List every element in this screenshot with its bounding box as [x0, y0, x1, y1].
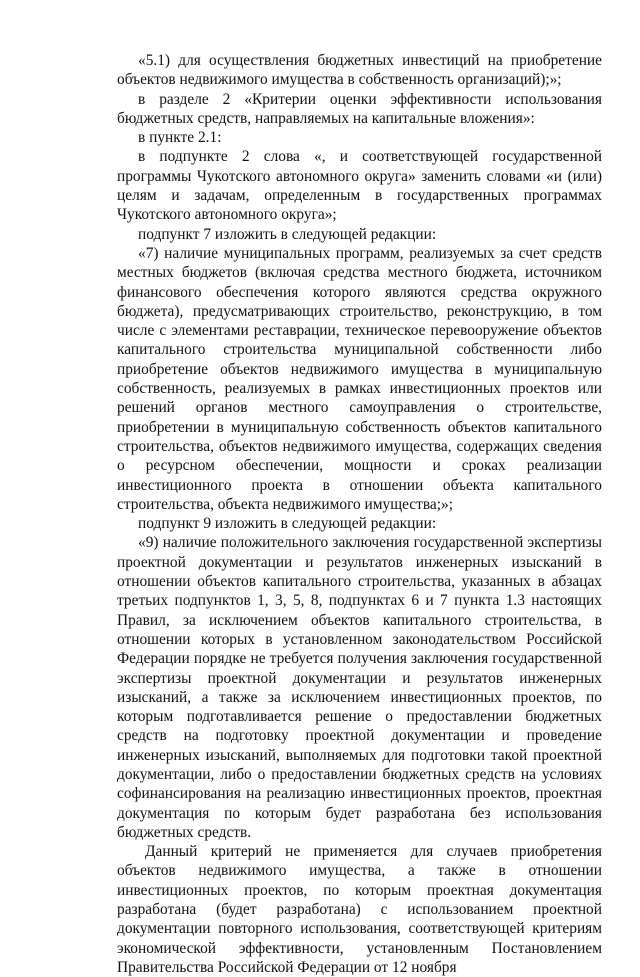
paragraph-subpoint-7-intro: подпункт 7 изложить в следующей редакции: — [138, 225, 437, 243]
paragraph-subpoint-9-intro: подпункт 9 изложить в следующей редакции: — [138, 515, 437, 533]
paragraph-criterion-note: Данный критерий не применяется для случаев приобретения объектов недвижимого имущества, а также в отношении инвестиционных проектов, по которым проектная документация разработана (будет разработана) с использованием проектной документации повторного использования, соответствующей критериям экономической эффективности, установленным Постановлением Правительства Российской Федерации от 12 ноября — [117, 843, 602, 976]
paragraph-point-2-1: в пункте 2.1: — [138, 129, 222, 147]
paragraph-subpoint-7: «7) наличие муниципальных программ, реализуемых за счет средств местных бюджетов (включая средства местного бюджета, источником финансового обеспечения которого являются средства окружного бюджета), предусматривающих строительство, реконструкцию, в том числе с элементами реставрации, техническое перевооружение объектов капитального строительства муниципальной собственности либо приобретение объектов недвижимого имущества в муниципальную собственность, реализуемых в рамках инвестиционных проектов или решений органов местного самоуправления о строительстве, приобретении в муниципальную собственность объектов капитального строительства, объектов недвижимого имущества, содержащих сведения о ресурсном обеспечении, мощности и сроках реализации инвестиционного проекта в отношении объекта капитального строительства, объекта недвижимого имущества;»; — [117, 244, 602, 513]
document-body — [117, 51, 602, 977]
paragraph-subpoint-2: в подпункте 2 слова «, и соответствующей государственной программы Чукотского автономного округа» заменить словами «и (или) целям и задачам, определенным в государственных программах Чукотского автономного округа»; — [117, 148, 602, 224]
paragraph-subpoint-9: «9) наличие положительного заключения государственной экспертизы проектной документации и результатов инженерных изысканий в отношении объектов капитального строительства, указанных в абзацах третьих подпунктов 1, 3, 5, 8, подпунктах 6 и 7 пункта 1.3 настоящих Правил, за исключением объектов капитального строительства, в отношении которых в установленном законодательством Российской Федерации порядке не требуется получения заключения государственной экспертизы проектной документации и результатов инженерных изысканий, а также за исключением инвестиционных проектов, по которым подготавливается решение о предоставлении бюджетных средств на подготовку проектной документации и проведение инженерных изысканий, выполняемых для подготовки такой проектной документации, либо о предоставлении бюджетных средств на условиях софинансирования на реализацию инвестиционных проектов, проектная документация по которым будет разработана без использования бюджетных средств. — [117, 534, 602, 841]
paragraph-section-2: в разделе 2 «Критерии оценки эффективности использования бюджетных средств, направляемых на капитальные вложения»: — [117, 90, 602, 127]
paragraph-5-1: «5.1) для осуществления бюджетных инвестиций на приобретение объектов недвижимого имущества в собственность организаций);»; — [117, 52, 602, 89]
